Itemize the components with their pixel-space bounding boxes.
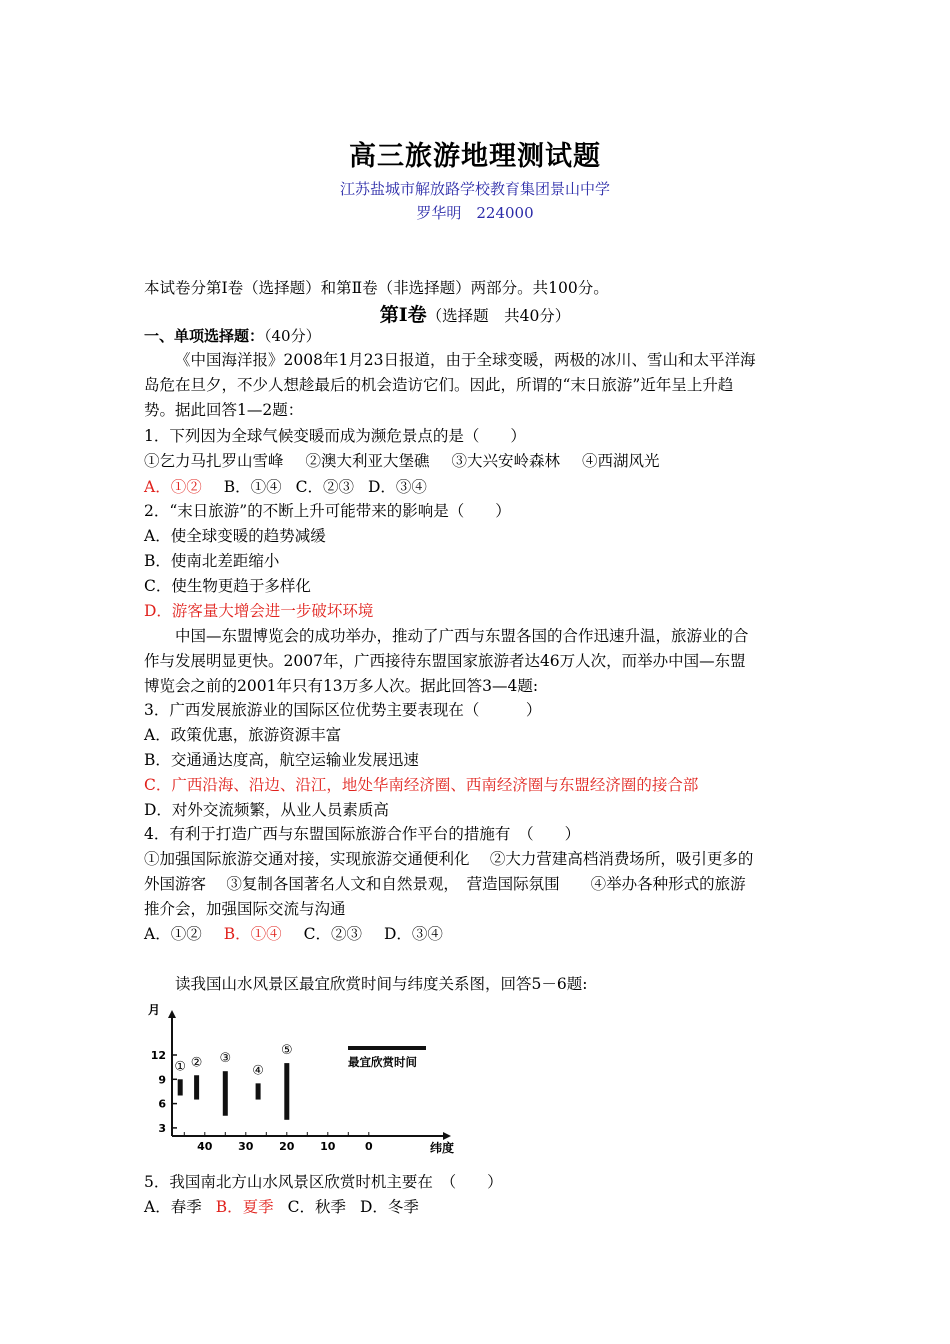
passage3-text: 读我国山水风景区最宜欣赏时间与纬度关系图，回答5－6题:: [175, 975, 588, 993]
q5-option-c: C．秋季: [287, 1198, 346, 1216]
bar-label-site-3: ③: [219, 1051, 232, 1067]
passage1-line: 势。据此回答1—2题：: [144, 401, 304, 419]
q4-option-b: B．①④: [223, 925, 282, 943]
section1-points: （40分）: [264, 327, 321, 345]
q3-stem: 3．广西发展旅游业的国际区位优势主要表现在（ ）: [144, 701, 542, 719]
q3-option-a: A．政策优惠，旅游资源丰富: [144, 726, 342, 744]
q5-options: [144, 1195, 419, 1219]
bar-site-4: [256, 1083, 261, 1099]
legend-label: 最宜欣赏时间: [348, 1055, 417, 1069]
bar-label-site-5: ⑤: [280, 1043, 293, 1059]
section1-heading: [144, 324, 321, 348]
q5-stem: 5．我国南北方山水风景区欣赏时机主要在 （ ）: [144, 1173, 503, 1191]
q3-option-b: B．交通通达度高，航空运输业发展迅速: [144, 751, 419, 769]
x-tick-label: 10: [320, 1140, 336, 1153]
q5-option-a: A．春季: [144, 1198, 202, 1216]
y-tick-label: 12: [150, 1049, 166, 1062]
author-name-code: 罗华明 224000: [416, 204, 534, 222]
passage1-line: 岛危在旦夕，不少人想趁最后的机会造访它们。因此，所谓的“末日旅游”近年呈上升趋: [144, 376, 734, 394]
x-tick-label: 30: [238, 1140, 254, 1153]
q1-item: ②澳大利亚大堡礁: [305, 452, 430, 470]
q1-option-b: B．①④: [223, 478, 282, 496]
q1-option-a: A．①②: [144, 478, 202, 496]
q4-option-c: C．②③: [303, 925, 362, 943]
q4-line: 推介会，加强国际交流与沟通: [144, 900, 346, 918]
y-axis-label: 月: [148, 1003, 161, 1017]
bar-label-site-1: ①: [174, 1059, 187, 1075]
q1-stem: 1．下列因为全球气候变暖而成为濒危景点的是（ ）: [144, 427, 526, 445]
q2-option-a: A．使全球变暖的趋势减缓: [144, 527, 326, 545]
passage2-line: 博览会之前的2001年只有13万多人次。据此回答3—4题:: [144, 677, 539, 695]
x-tick-label: 20: [279, 1140, 295, 1153]
q1-option-c: C．②③: [295, 478, 354, 496]
q2-option-d: D．游客量大增会进一步破坏环境: [144, 602, 374, 620]
bar-label-site-2: ②: [190, 1055, 203, 1071]
q1-option-d: D．③④: [367, 478, 427, 496]
y-tick-label: 3: [158, 1121, 166, 1135]
q4-stem: 4．有利于打造广西与东盟国际旅游合作平台的措施有 （ ）: [144, 825, 581, 843]
q4-line: ①加强国际旅游交通对接，实现旅游交通便利化 ②大力营建高档消费场所，吸引更多的: [144, 850, 754, 868]
passage2-line: 中国—东盟博览会的成功举办，推动了广西与东盟各国的合作迅速升温，旅游业的合: [175, 627, 749, 645]
q4-line: 外国游客 ③复制各国著名人文和自然景观， 营造国际氛围 ④举办各种形式的旅游: [144, 875, 746, 893]
y-axis-arrow: [168, 1010, 176, 1018]
x-tick-label: 0: [364, 1140, 373, 1153]
page-title: 高三旅游地理测试题: [349, 141, 601, 172]
bar-site-2: [194, 1075, 199, 1099]
section1-title: 一、单项选择题：: [144, 327, 265, 345]
passage1-line: 《中国海洋报》2008年1月23日报道，由于全球变暖，两极的冰川、雪山和太平洋海: [175, 351, 756, 369]
q1-options: [144, 475, 427, 499]
author-school: 江苏盐城市解放路学校教育集团景山中学: [339, 180, 610, 198]
q2-stem: 2．“末日旅游”的不断上升可能带来的影响是（ ）: [144, 502, 511, 520]
q1-item: ①乞力马扎罗山雪峰: [144, 452, 284, 470]
q3-option-c: C．广西沿海、沿边、沿江，地处华南经济圈、西南经济圈与东盟经济圈的接合部: [144, 776, 699, 794]
volume1-note: （选择题 共40分）: [426, 307, 571, 325]
volume1-heading: [0, 300, 950, 327]
bar-label-site-4: ④: [252, 1063, 264, 1079]
passage2-line: 作与发展明显更快。2007年，广西接待东盟国家旅游者达46万人次，而举办中国—东盟: [144, 652, 746, 670]
q4-option-a: A．①②: [144, 925, 202, 943]
intro-text: 本试卷分第Ⅰ卷（选择题）和第Ⅱ卷（非选择题）两部分。共100分。: [144, 279, 609, 297]
x-axis-arrow: [443, 1132, 451, 1140]
latitude-season-chart: [140, 996, 470, 1156]
y-tick-label: 6: [158, 1097, 166, 1111]
q1-items: [144, 449, 660, 473]
q3-option-d: D．对外交流频繁，从业人员素质高: [144, 801, 389, 819]
q4-option-d: D．③④: [383, 925, 443, 943]
volume1-title: 第Ⅰ卷: [379, 304, 427, 326]
q2-option-b: B．使南北差距缩小: [144, 552, 280, 570]
x-tick-label: 40: [197, 1140, 213, 1153]
bar-site-5: [284, 1063, 289, 1120]
y-tick-label: 9: [158, 1073, 166, 1087]
legend-swatch: [348, 1046, 426, 1050]
q1-item: ③大兴安岭森林: [451, 452, 561, 470]
x-axis-label: 纬度: [430, 1141, 455, 1155]
bar-site-3: [223, 1071, 228, 1116]
q5-option-d: D．冬季: [359, 1198, 419, 1216]
q4-options: [144, 922, 443, 946]
q1-item: ④西湖风光: [582, 452, 660, 470]
q2-option-c: C．使生物更趋于多样化: [144, 577, 311, 595]
bar-site-1: [178, 1079, 183, 1095]
q5-option-b: B．夏季: [215, 1198, 274, 1216]
